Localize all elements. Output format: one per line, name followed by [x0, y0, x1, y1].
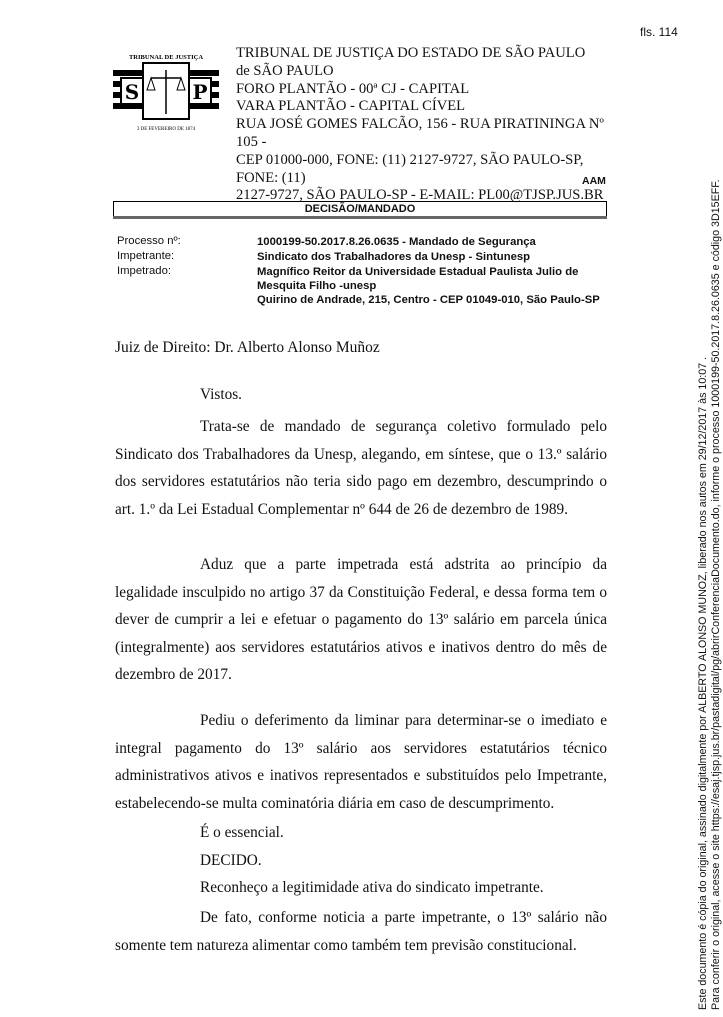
court-header-line: FORO PLANTÃO - 00ª CJ - CAPITAL [236, 80, 470, 97]
impetrado-address: Quirino de Andrade, 215, Centro - CEP 01049-010, São Paulo-SP [257, 294, 600, 306]
svg-text:S: S [124, 80, 140, 104]
impetrante-value: Sindicato dos Trabalhadores da Unesp - Sintunesp [257, 251, 531, 263]
court-header-line: VARA PLANTÃO - CAPITAL CÍVEL [236, 98, 466, 115]
signature-note-line1: Este documento é cópia do original, assinado digitalmente por ALBERTO ALONSO MUNOZ, liberado nos autos em 29/12/2017 às 10:07 . [697, 356, 709, 1010]
clerk-initials: AAM [582, 175, 606, 187]
judge-name: Juiz de Direito: Dr. Alberto Alonso Muñoz [115, 339, 380, 356]
paragraph-2: Aduz que a parte impetrada está adstrita ao princípio da legalidade insculpido no artigo 37 da Constituição Federal, e dessa forma tem o dever de cumprir a lei e efetuar o pagamento do 13º salário em parcela única (integralmente) aos servidores estatutários ativos e inativos dentro do mês de dezembro de 2017. [115, 556, 607, 684]
court-header-line: RUA JOSÉ GOMES FALCÃO, 156 - RUA PIRATININGA Nº 105 - [236, 116, 608, 150]
court-header-line: de SÃO PAULO [236, 62, 334, 79]
svg-text:TRIBUNAL DE JUSTIÇA: TRIBUNAL DE JUSTIÇA [128, 54, 204, 61]
essencial: É o essencial. [200, 824, 284, 841]
paragraph-1: Trata-se de mandado de segurança coletivo formulado pelo Sindicato dos Trabalhadores da Unesp, alegando, em síntese, que o 13.º salário dos servidores estatutários não teria sido pago em dezembro, descumprindo o art. 1.º da Lei Estadual Complementar nº 644 de 26 de dezembro de 1989. [115, 418, 607, 518]
reconheco: Reconheço a legitimidade ativa do sindicato impetrante. [200, 879, 544, 896]
paragraph-4: De fato, conforme noticia a parte impetrante, o 13º salário não somente tem natureza alimentar como também tem previsão constitucional. [115, 909, 607, 954]
signature-note-line2: Para conferir o original, acesse o site https://esaj.tjsp.jus.br/pastadigital/pg/abrirConferenciaDocumento.do, informe o processo 1000199-50.2017.8.26.0635 e código 3D15EFF. [710, 179, 722, 1010]
page-number: fls. 114 [640, 25, 678, 39]
court-header-line: 2127-9727, SÃO PAULO-SP - E-MAIL: PL00@TJSP.JUS.BR [236, 187, 604, 204]
digital-signature-note [697, 150, 723, 1010]
court-header [236, 45, 616, 205]
document-title: DECISÃO/MANDADO [113, 201, 607, 217]
impetrado-label: Impetrado: [117, 265, 172, 277]
court-header-line: TRIBUNAL DE JUSTIÇA DO ESTADO DE SÃO PAULO [236, 45, 586, 61]
vistos: Vistos. [200, 386, 243, 403]
impetrado-value-line1: Magnífico Reitor da Universidade Estadual Paulista Julio de [257, 266, 579, 278]
processo-value: 1000199-50.2017.8.26.0635 - Mandado de Segurança [257, 236, 536, 248]
processo-label: Processo nº: [117, 235, 181, 247]
title-underline [113, 216, 607, 219]
court-seal-logo [113, 48, 219, 134]
impetrado-value-line2: Mesquita Filho -unesp [257, 280, 377, 292]
decido: DECIDO. [200, 852, 262, 869]
paragraph-3: Pediu o deferimento da liminar para determinar-se o imediato e integral pagamento do 13º salário aos servidores estatutários técnico administrativos ativos e inativos representados e substituídos pelo Impetrante, estabelecendo-se multa cominatória diária em caso de descumprimento. [115, 712, 607, 812]
impetrante-label: Impetrante: [117, 250, 175, 262]
svg-text:P: P [192, 80, 208, 104]
svg-text:3 DE FEVEREIRO DE 1874: 3 DE FEVEREIRO DE 1874 [136, 127, 196, 132]
court-header-line: CEP 01000-000, FONE: (11) 2127-9727, SÃO PAULO-SP, FONE: (11) [236, 151, 588, 186]
